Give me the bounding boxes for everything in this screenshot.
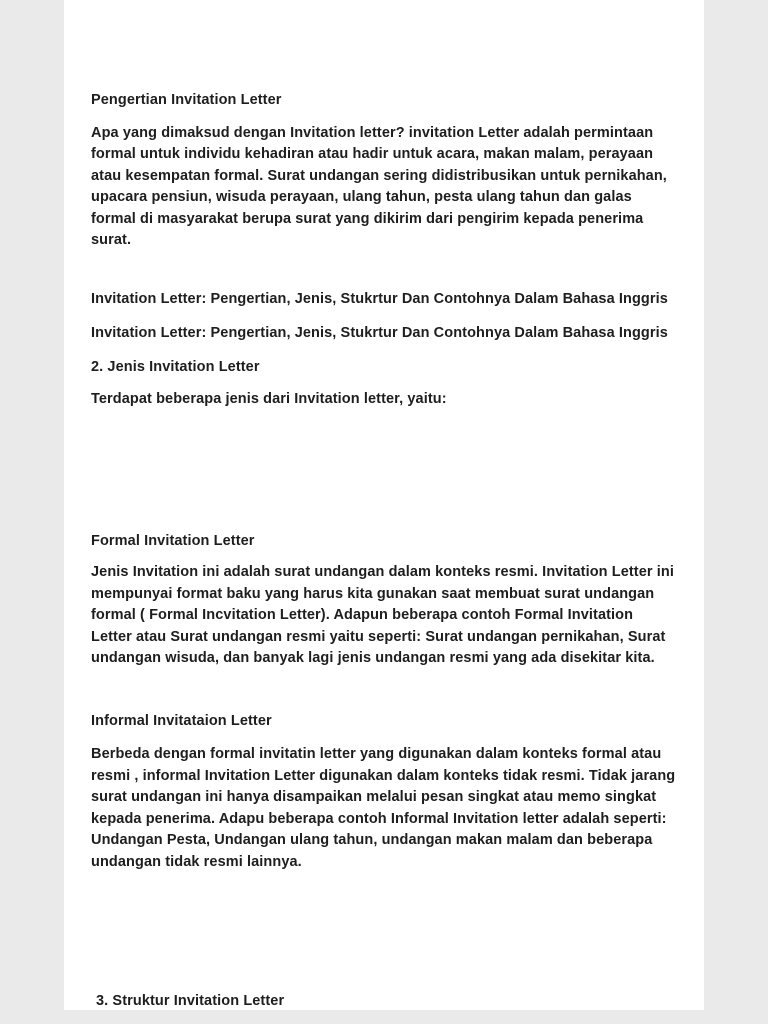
heading-struktur-invitation-letter: 3. Struktur Invitation Letter: [96, 993, 285, 1009]
document-page: [64, 0, 704, 1010]
line-article-title-first: Invitation Letter: Pengertian, Jenis, Stukrtur Dan Contohnya Dalam Bahasa Inggris: [91, 290, 668, 307]
line-terdapat-beberapa-jenis: Terdapat beberapa jenis dari Invitation letter, yaitu:: [91, 391, 447, 407]
page-gutter-right: [704, 0, 768, 1024]
heading-jenis-invitation-letter: 2. Jenis Invitation Letter: [91, 358, 260, 375]
document-content: [64, 0, 704, 1013]
page-gutter-left: [0, 0, 64, 1024]
paragraph-informal-invitation-letter: Berbeda dengan formal invitatin letter yang digunakan dalam konteks formal atau resmi , informal Invitation Letter digunakan dalam konteks tidak resmi. Tidak jarang surat undangan ini hanya disampaikan melalui pesan singkat atau memo singkat kepada penerima. Adapu beberapa contoh Informal Invitation letter adalah seperti: Undangan Pesta, Undangan ulang tahun, undangan makan malam dan beberapa undangan tidak resmi lainnya.: [91, 746, 676, 870]
heading-informal-invitation-letter: Informal Invitataion Letter: [91, 712, 272, 729]
line-article-title-second: Invitation Letter: Pengertian, Jenis, Stukrtur Dan Contohnya Dalam Bahasa Inggris: [91, 325, 668, 341]
heading-pengertian-invitation-letter: Pengertian Invitation Letter: [91, 92, 282, 108]
paragraph-invitation-letter-definition: Apa yang dimaksud dengan Invitation letter? invitation Letter adalah permintaan formal untuk individu kehadiran atau hadir untuk acara, makan malam, perayaan atau kesempatan formal. Surat undangan sering didistribusikan untuk pernikahan, upacara pensiun, wisuda perayaan, ulang tahun, pesta ulang tahun dan galas formal di masyarakat berupa surat yang dikirim dari pengirim kepada penerima surat.: [91, 124, 667, 248]
heading-formal-invitation-letter: Formal Invitation Letter: [91, 532, 255, 549]
paragraph-formal-invitation-letter: Jenis Invitation ini adalah surat undangan dalam konteks resmi. Invitation Letter ini mempunyai format baku yang harus kita gunakan saat membuat surat undangan formal ( Formal Incvitation Letter). Adapun beberapa contoh Formal Invitation Letter atau Surat undangan resmi yaitu seperti: Surat undangan pernikahan, Surat undangan wisuda, dan banyak lagi jenis undangan resmi yang ada disekitar kita.: [91, 564, 674, 666]
page-gutter-bottom: [0, 1010, 768, 1024]
